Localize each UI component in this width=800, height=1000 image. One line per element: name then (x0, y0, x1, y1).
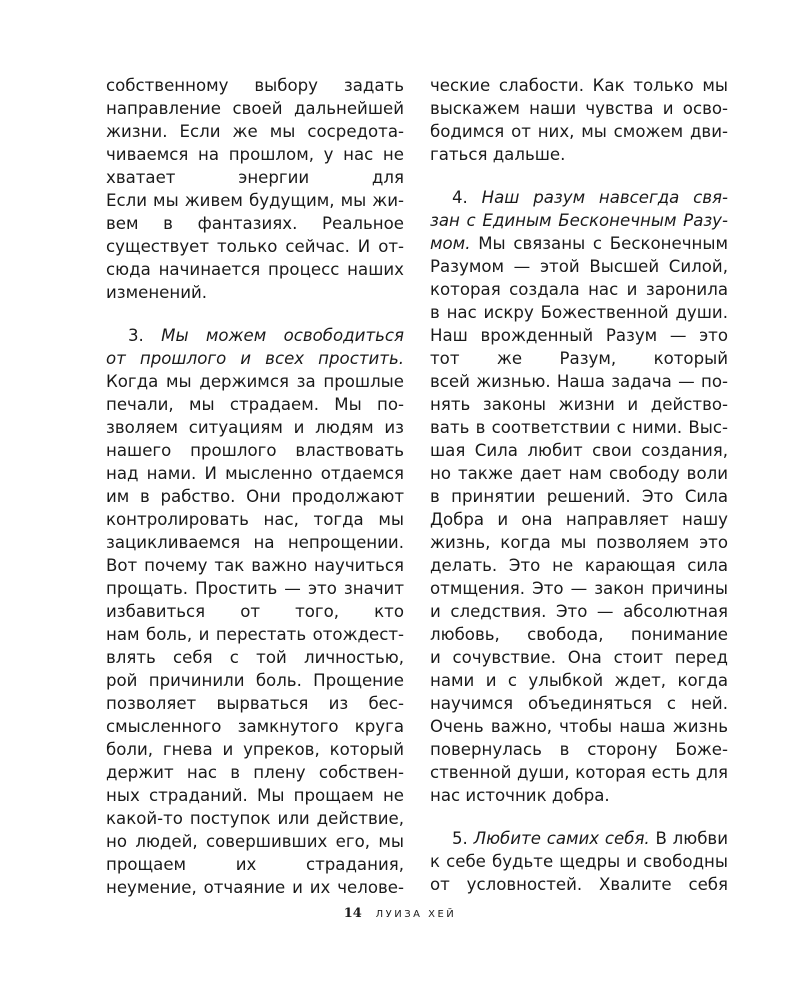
text-line: Вот почему так важно научиться (106, 556, 404, 575)
text-line: над нами. И мысленно отдаемся (106, 464, 404, 483)
text-line: рой причинили боль. Прощение (106, 671, 404, 690)
text-line: от условностей. Хвалите себя (430, 875, 728, 894)
text-line: Добра и она направляет нашу (430, 510, 728, 529)
paragraph-3 (430, 827, 728, 896)
text-line: печали, мы страдаем. Мы по- (106, 395, 404, 414)
text-line: выскажем наши чувства и осво- (430, 99, 728, 118)
text-line: вем в фантазиях. Реальное (106, 214, 404, 233)
text-line: Когда мы держимся за прошлые (106, 372, 404, 391)
paragraph-heading (430, 827, 728, 850)
text-line: прощаем их страдания, (106, 855, 404, 874)
text-line: повернулась в сторону Боже- (430, 740, 728, 759)
paragraph-2 (106, 324, 404, 899)
list-number: 5. (452, 829, 468, 848)
text-line: делать. Это не карающая сила (430, 556, 728, 575)
paragraph-2 (430, 186, 728, 807)
text-line: и сочувствие. Она стоит перед (430, 648, 728, 667)
text-line: гаться дальше. (430, 145, 566, 164)
list-number: 4. (452, 188, 468, 207)
heading-italic: от прошлого и всех простить. (106, 349, 404, 368)
text-line: и следствия. Это — абсолютная (430, 602, 728, 621)
text-line: нашего прошлого властвовать (106, 441, 404, 460)
text-line: направление своей дальнейшей (106, 99, 404, 118)
text-line: хватает энергии для (106, 168, 404, 187)
text-line: но людей, совершивших его, мы (106, 832, 404, 851)
text-line: зволяем ситуациям и людям из (106, 418, 404, 437)
text-line: ных страданий. Мы прощаем не (106, 786, 404, 805)
text-line: В любви (649, 829, 728, 848)
text-line: существует только сейчас. И от- (106, 237, 404, 256)
right-column (430, 74, 728, 896)
heading-italic: Мы можем освободиться (161, 326, 404, 345)
text-line: прощать. Простить — это значит (106, 579, 404, 598)
paragraph-heading (106, 324, 404, 347)
heading-italic: зан с Единым Бесконечным Разу- (430, 211, 728, 230)
list-number: 3. (128, 326, 144, 345)
text-line: которая создала нас и заронила (430, 280, 728, 299)
text-line: Наш врожденный Разум — это (430, 326, 728, 345)
text-line: позволяет вырваться из бес- (106, 694, 404, 713)
heading-italic: мом. (430, 234, 471, 253)
text-line: им в рабство. Они продолжают (106, 487, 404, 506)
text-line: Очень важно, чтобы наша жизнь (430, 717, 728, 736)
paragraph-1 (430, 74, 728, 166)
text-line: сюда начинается процесс наших (106, 260, 404, 279)
text-line: ческие слабости. Как только мы (430, 76, 728, 95)
page-footer (0, 906, 800, 921)
text-line: держит нас в плену собствен- (106, 763, 404, 782)
text-line: нять законы жизни и действо- (430, 395, 728, 414)
text-line: в нас искру Божественной души. (430, 303, 728, 322)
text-line: избавиться от того, кто (106, 602, 404, 621)
heading-italic: Любите самих себя. (473, 829, 650, 848)
text-line: нам боль, и перестать отождест- (106, 625, 404, 644)
text-line: шая Сила любит свои создания, (430, 441, 728, 460)
text-line: зацикливаемся на непрощении. (106, 533, 404, 552)
text-line: научимся объединяться с ней. (430, 694, 728, 713)
text-line: жизни. Если же мы сосредота- (106, 122, 404, 141)
heading-italic: Наш разум навсегда свя- (481, 188, 728, 207)
text-line: но также дает нам свободу воли (430, 464, 728, 483)
text-line: вать в соответствии с ними. Выс- (430, 418, 728, 437)
author-name: ЛУИЗА ХЕЙ (375, 909, 457, 920)
text-line: жизнь, когда мы позволяем это (430, 533, 728, 552)
text-line: изменений. (106, 283, 208, 302)
text-line: отмщения. Это — закон причины (430, 579, 728, 598)
text-line: смысленного замкнутого круга (106, 717, 404, 736)
text-line: Разумом — этой Высшей Силой, (430, 257, 728, 276)
text-line: Мы связаны с Бесконечным (470, 234, 728, 253)
text-line: влять себя с той личностью, (106, 648, 404, 667)
left-column (106, 74, 404, 899)
text-line: неумение, отчаяние и их челове- (106, 878, 404, 897)
paragraph-heading (430, 186, 728, 209)
text-line: какой-то поступок или действие, (106, 809, 404, 828)
text-line: собственному выбору задать (106, 76, 404, 95)
text-line: Если мы живем будущим, мы жи- (106, 191, 404, 210)
text-line: контролировать нас, тогда мы (106, 510, 404, 529)
text-line: боли, гнева и упреков, который (106, 740, 404, 759)
text-line: нас источник добра. (430, 786, 610, 805)
text-line: чиваемся на прошлом, у нас не (106, 145, 404, 164)
text-line: бодимся от них, мы сможем дви- (430, 122, 728, 141)
page-number: 14 (343, 906, 362, 921)
heading-tail-line (430, 232, 728, 255)
text-line: ственной души, которая есть для (430, 763, 728, 782)
paragraph-1 (106, 74, 404, 304)
text-line: тот же Разум, который (430, 349, 728, 368)
text-line: в принятии решений. Это Сила (430, 487, 728, 506)
text-line: всей жизнью. Наша задача — по- (430, 372, 728, 391)
text-line: любовь, свобода, понимание (430, 625, 728, 644)
text-line: к себе будьте щедры и свободны (430, 852, 728, 871)
text-line: нами и с улыбкой ждет, когда (430, 671, 728, 690)
